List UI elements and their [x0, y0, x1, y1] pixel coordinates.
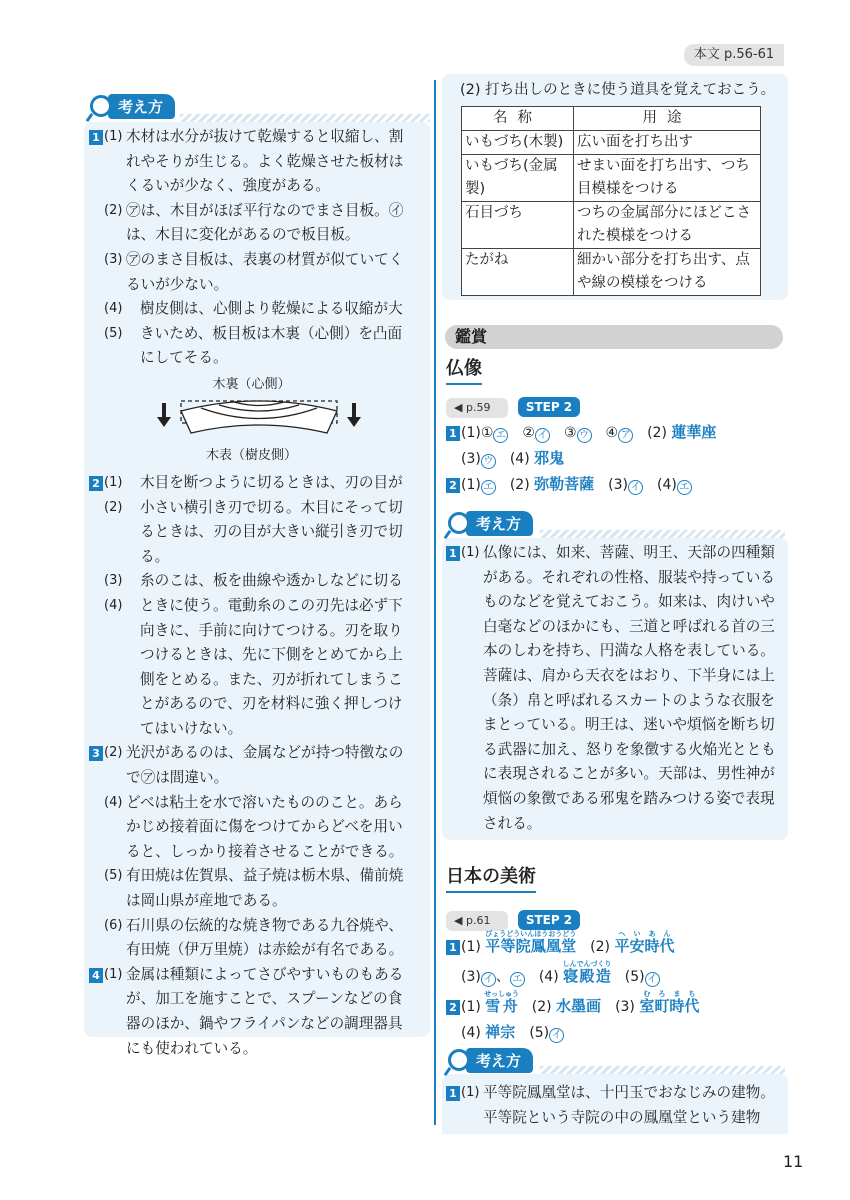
explanation-item: (6) 石川県の伝統的な焼き物である九谷焼や、有田焼（伊万里焼）は赤絵が有名である。: [104, 916, 404, 959]
board-warp-diagram: [89, 375, 414, 471]
explanation-item: (4) どべは粘土を水で溶いたもののこと。あらかじめ接着面に傷をつけてからどべを用いると、しっかり接着させることができる。: [104, 793, 404, 860]
question-number: 1: [89, 130, 103, 145]
tools-table: [461, 106, 761, 296]
question-number: 3: [89, 746, 103, 761]
explanation-item: (3)(4) 糸のこは、板を曲線や透かしなどに切るときに使う。電動糸のこの刃先は必ず下向きに、手前に向けてつける。刃を取りつけるときは、先に下側をとめてから上側をとめる。また、刃が折れてしまうことがあるので、刃を材料に強く押しつけてはいけない。: [104, 572, 403, 737]
heading-butsuzo: 仏像: [446, 354, 482, 385]
page-ref: ◀ p.59: [446, 398, 508, 418]
table-header: 名称: [462, 107, 574, 131]
explanation-item: (4)(5) 樹皮側は、心側より乾燥による収縮が大きいため、板目板は木裏（心側）を凸面にしてそる。: [104, 300, 403, 367]
diagram-label-top: 木裏（心側）: [212, 376, 291, 392]
kangaekata-badge: 考え方: [90, 93, 175, 119]
butsuzo-answers: 1 (1)① エ ② イ ③ ウ ④ ア (2) 蓮華座 (3) ウ (4) 邪鬼 2 (1) エ (2) 弥勒菩薩 (3) イ (4) エ: [446, 420, 786, 498]
explanation-item: 3 (2) 光沢があるのは、金属などが持つ特徴なので㋐は間違い。: [89, 741, 414, 790]
page-ref: ◀ p.61: [446, 911, 508, 931]
table-row: たがね 細かい部分を打ち出す、点や線の模様をつける: [462, 249, 761, 296]
explanation-item: (2) ㋐は、木目がほぼ平行なのでまさ目板。㋑は、木目に変化があるので板目板。: [104, 201, 404, 244]
magnifier-icon: [90, 95, 112, 117]
step-row: [446, 909, 580, 931]
table-row: いもづち(木製) 広い面を打ち出す: [462, 131, 761, 155]
decor-stripes: [180, 114, 430, 122]
question-number: 2: [89, 476, 103, 491]
nihon-explanation: 1 (1) 平等院鳳凰堂は、十円玉でおなじみの建物。平等院という寺院の中の鳳凰堂という建物: [446, 1081, 784, 1130]
textbook-page-reference: 本文 p.56-61: [684, 44, 784, 66]
explanation-item: (5) 有田焼は佐賀県、益子焼は栃木県、備前焼は岡山県が産地である。: [104, 867, 404, 910]
step-badge: STEP 2: [518, 910, 580, 930]
table-row: 石目づち つちの金属部分にほどこされた模様をつける: [462, 202, 761, 249]
explanation-item: 1 (1) 木材は水分が抜けて乾燥すると収縮し、割れやそりが生じる。よく乾燥させた板材はくるいが少なく、強度がある。: [89, 125, 414, 199]
decor-stripes: [540, 1066, 785, 1074]
diagram-label-bottom: 木表（樹皮側）: [205, 447, 297, 463]
warped-board-icon: [89, 395, 414, 447]
question-number: 4: [89, 968, 103, 983]
explanation-item: (3) ㋐のまさ目板は、表裏の材質が似ていてくるいが少ない。: [104, 250, 404, 293]
step-badge: STEP 2: [518, 397, 580, 417]
step-row: [446, 396, 580, 418]
explanation-item: 2 (1)(2) 木目を断つように切るときは、刃の目が小さい横引き刃で切る。木目にそって切るときは、刃の目が大きい縦引き刃で切る。: [89, 471, 414, 569]
kangaekata-badge: 考え方: [448, 510, 533, 536]
table-header: 用途: [574, 107, 761, 131]
table-row: いもづち(金属製) せまい面を打ち出す、つち目模様をつける: [462, 155, 761, 202]
nihon-answers: 1 (1) 平等院鳳凰堂びょうどういんほうおうどう (2) 平安時代へいあん (3) イ 、 エ (4) 寝殿造しんでんづくり (5) イ 2 (1) 雪舟せっしゅう (2) 水墨画 (3) 室町時代むろまち (4) 禅宗 (5) イ: [446, 930, 786, 1046]
tool-intro: (2) 打ち出しのときに使う道具を覚えておこう。: [460, 82, 776, 98]
butsuzo-explanation: 1 (1) 仏像には、如来、菩薩、明王、天部の四種類がある。それぞれの性格、服装や持っているものなどを覚えておこう。如来は、肉けいや白毫などのほかにも、三道と呼ばれる首の三本のしわを持ち、円満な人格を表している。菩薩は、肩から天衣をはおり、下半身には上（条）帛と呼ばれるスカートのような衣服をまとっている。明王は、迷いや煩悩を断ち切る武器に加え、怒りを象徴する火焔光とともに表現されることが多い。天部は、男性神が煩悩の象徴である邪鬼を踏みつける姿で表現される。: [446, 541, 776, 836]
magnifier-icon: [448, 512, 470, 534]
magnifier-icon: [448, 1049, 470, 1071]
column-divider: [434, 80, 436, 1125]
page-number: 11: [783, 1152, 804, 1171]
left-explanations: [89, 125, 414, 1061]
kangaekata-badge: 考え方: [448, 1047, 533, 1073]
explanation-item: 4 (1) 金属は種類によってさびやすいものもあるが、加工を施すことで、スプーンなどの食器のほか、鍋やフライパンなどの調理器具にも使われている。: [89, 963, 414, 1061]
heading-nihon-bijutsu: 日本の美術: [446, 862, 536, 893]
section-title: 鑑賞: [445, 325, 783, 349]
decor-stripes: [540, 530, 785, 538]
